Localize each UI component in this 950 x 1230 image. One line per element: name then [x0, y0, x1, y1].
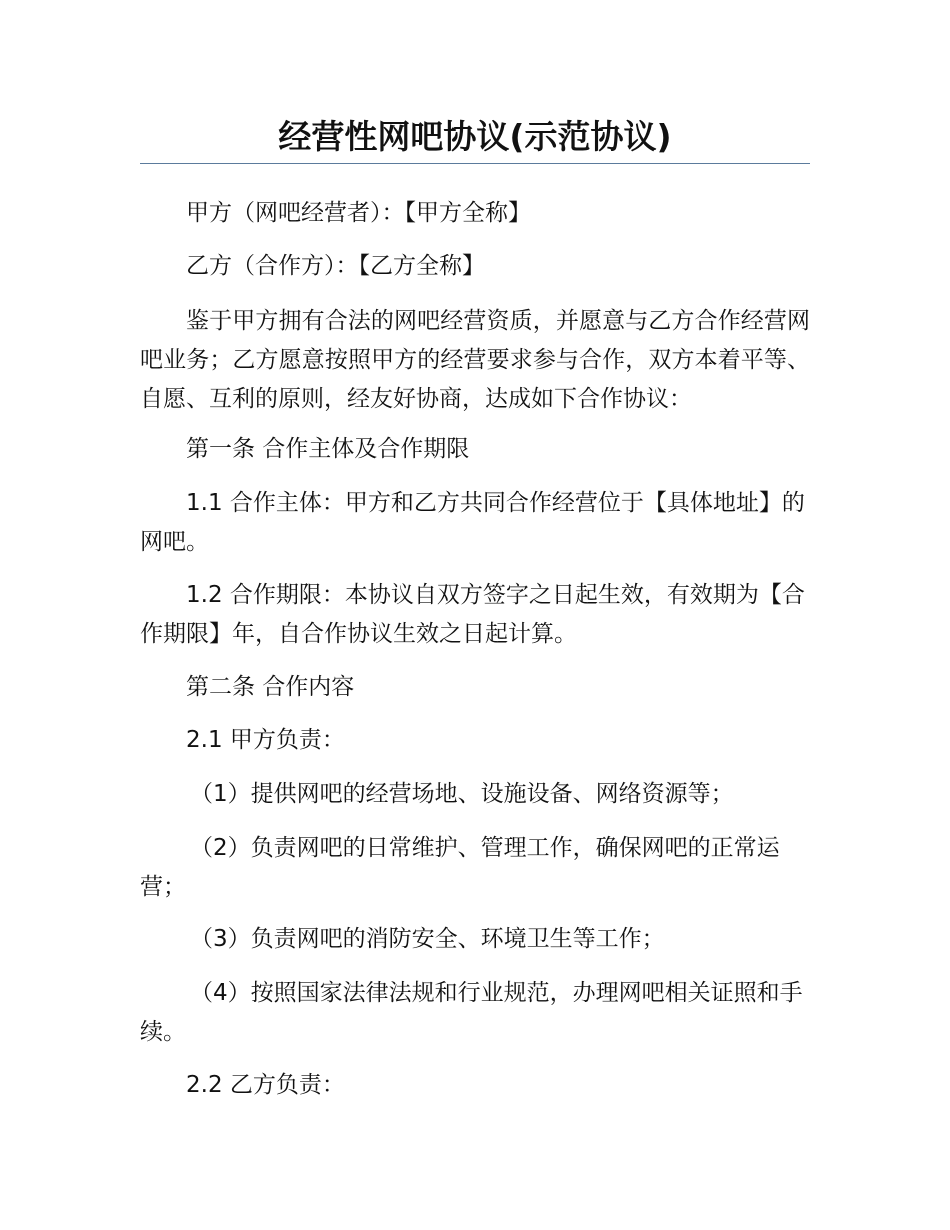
- clause-1-2: 1.2 合作期限：本协议自双方签字之日起生效，有效期为【合作期限】年，自合作协议生效之日起计算。: [140, 582, 805, 647]
- preamble-paragraph: 鉴于甲方拥有合法的网吧经营资质，并愿意与乙方合作经营网吧业务；乙方愿意按照甲方的经营要求参与合作，双方本着平等、自愿、互利的原则，经友好协商，达成如下合作协议：: [140, 308, 810, 412]
- clause-2-1-item-1: （1）提供网吧的经营场地、设施设备、网络资源等；: [190, 781, 734, 807]
- title-underline: [140, 163, 810, 164]
- clause-1-1: 1.1 合作主体：甲方和乙方共同合作经营位于【具体地址】的网吧。: [140, 490, 805, 555]
- article-1-heading: 第一条 合作主体及合作期限: [186, 436, 470, 462]
- party-b-line: 乙方（合作方）：【乙方全称】: [186, 253, 485, 279]
- article-2-heading: 第二条 合作内容: [186, 674, 355, 700]
- clause-2-1-item-2: （2）负责网吧的日常维护、管理工作，确保网吧的正常运营；: [140, 835, 780, 900]
- clause-2-1-item-4: （4）按照国家法律法规和行业规范，办理网吧相关证照和手续。: [140, 980, 803, 1045]
- clause-2-2: 2.2 乙方负责：: [186, 1072, 345, 1098]
- clause-2-1: 2.1 甲方负责：: [186, 727, 345, 753]
- clause-2-1-item-3: （3）负责网吧的消防安全、环境卫生等工作；: [190, 926, 665, 952]
- party-a-line: 甲方（网吧经营者）：【甲方全称】: [186, 200, 531, 226]
- document-title: 经营性网吧协议(示范协议): [278, 117, 672, 156]
